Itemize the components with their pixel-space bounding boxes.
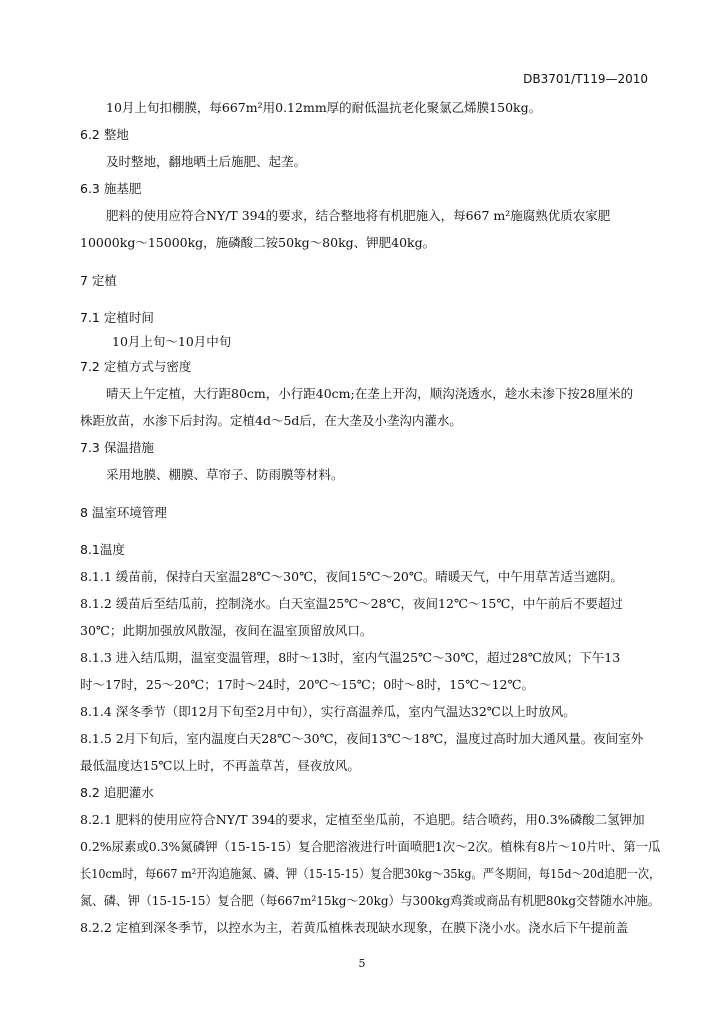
paragraph-line: 8.2.2 定植到深冬季节，以控水为主，若黄瓜植株表现缺水现象，在膜下浇小水。浇水后下午提前盖	[80, 920, 629, 935]
paragraph-line: 8.1.2 缓苗后至结瓜前，控制浇水。白天室温25℃～28℃，夜间12℃～15℃，中午前后不要超过	[80, 596, 623, 611]
paragraph-line: 时～17时，25～20℃；17时～24时，20℃～15℃；0时～8时，15℃～12℃。	[80, 677, 534, 692]
paragraph-line: 8.1.4 深冬季节（即12月下旬至2月中旬），实行高温养瓜，室内气温达32℃以上时放风。	[80, 704, 576, 719]
section-heading: 7.3 保温措施	[80, 440, 154, 455]
paragraph-line: 8.2.1 肥料的使用应符合NY/T 394的要求，定植至坐瓜前，不追肥。结合喷药，用0.3%磷酸二氢钾加	[80, 812, 645, 827]
paragraph-line: 株距放苗，水渗下后封沟。定植4d～5d后，在大垄及小垄沟内灌水。	[80, 413, 462, 428]
section-heading: 8.1温度	[80, 542, 125, 557]
section-heading: 8.2 追肥灌水	[80, 785, 154, 800]
section-heading: 6.2 整地	[80, 127, 129, 142]
paragraph-line: 长10cm时，每667 m²开沟追施氮、磷、钾（15-15-15）复合肥30kg～35kg。严冬期间，每15d～20d追肥一次，	[80, 866, 661, 881]
paragraph-line: 10月上旬～10月中旬	[112, 334, 232, 349]
paragraph-line: 8.1.3 进入结瓜期，温室变温管理，8时～13时，室内气温25℃～30℃，超过28℃放风；下午13	[80, 650, 621, 665]
paragraph-line: 最低温度达15℃以上时，不再盖草苫，昼夜放风。	[80, 758, 360, 773]
chapter-heading: 7 定植	[80, 273, 117, 288]
paragraph-line: 8.1.1 缓苗前，保持白天室温28℃～30℃，夜间15℃～20℃。晴暖天气，中午用草苫适当遮阴。	[80, 569, 623, 584]
paragraph-line: 氮、磷、钾（15-15-15）复合肥（每667m²15kg～20kg）与300kg鸡粪或商品有机肥80kg交替随水冲施。	[80, 893, 660, 908]
paragraph-line: 10000kg～15000kg，施磷酸二铵50kg～80kg、钾肥40kg。	[80, 235, 436, 250]
section-heading: 7.2 定植方式与密度	[80, 359, 192, 374]
page-number: 5	[358, 957, 366, 970]
section-heading: 7.1 定植时间	[80, 310, 154, 325]
paragraph-line: 8.1.5 2月下旬后，室内温度白天28℃～30℃，夜间13℃～18℃，温度过高时加大通风量。夜间室外	[80, 731, 644, 746]
paragraph-line: 0.2%尿素或0.3%氮磷钾（15-15-15）复合肥溶液进行叶面喷肥1次～2次。植株有8片～10片叶、第一瓜	[80, 839, 661, 854]
paragraph-line: 晴天上午定植，大行距80cm，小行距40cm;在垄上开沟，顺沟浇透水，趁水未渗下按28厘米的	[106, 386, 634, 401]
document-id-header: DB3701/T119—2010	[523, 72, 648, 86]
paragraph-line: 10月上旬扣棚膜，每667m²用0.12mm厚的耐低温抗老化聚氯乙烯膜150kg。	[106, 100, 542, 115]
paragraph-line: 肥料的使用应符合NY/T 394的要求，结合整地将有机肥施入，每667 m²施腐熟优质农家肥	[106, 208, 611, 223]
section-heading: 6.3 施基肥	[80, 181, 142, 196]
paragraph-line: 30℃；此期加强放风散湿，夜间在温室顶留放风口。	[80, 623, 373, 638]
paragraph-line: 采用地膜、棚膜、草帘子、防雨膜等材料。	[106, 467, 344, 482]
paragraph-line: 及时整地，翻地晒土后施肥、起垄。	[106, 154, 307, 169]
chapter-heading: 8 温室环境管理	[80, 505, 167, 520]
